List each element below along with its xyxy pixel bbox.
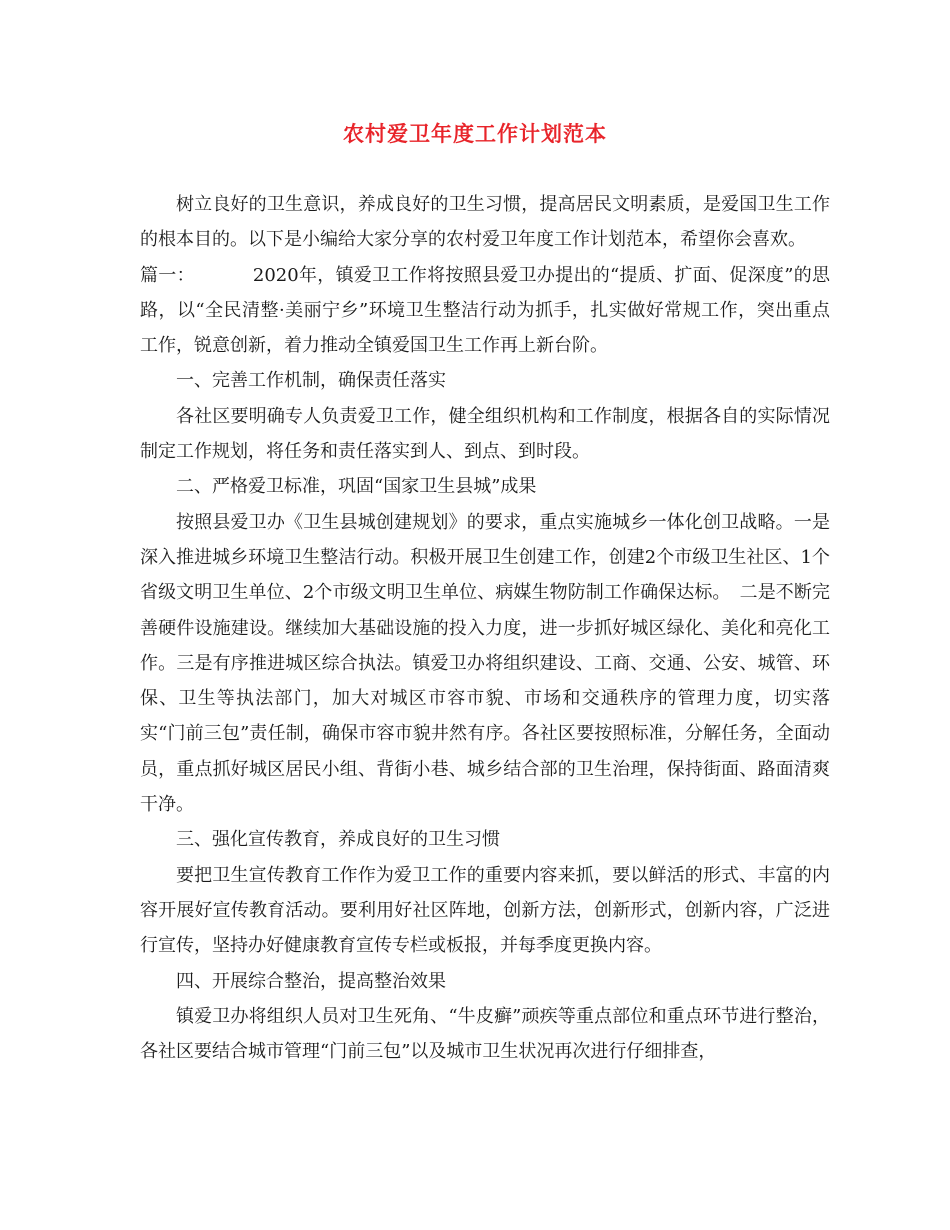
part-one-paragraph <box>140 258 830 364</box>
section-paragraph-1: 各社区要明确专人负责爱卫工作，健全组织机构和工作制度，根据各自的实际情况制定工作规划，将任务和责任落实到人、到点、到时段。 <box>140 405 830 463</box>
section-heading-1: 一、完善工作机制，确保责任落实 <box>176 370 446 392</box>
section-heading-2: 二、严格爱卫标准，巩固“国家卫生县城”成果 <box>176 476 537 498</box>
section-heading-4: 四、开展综合整治，提高整治效果 <box>176 970 446 992</box>
section-paragraph-2: 按照县爱卫办《卫生县城创建规划》的要求，重点实施城乡一体化创卫战略。一是深入推进城乡环境卫生整洁行动。积极开展卫生创建工作，创建2个市级卫生社区、1个省级文明卫生单位、2个市级文明卫生单位、病媒生物防制工作确保达标。 二是不断完善硬件设施建设。继续加大基础设施的投入力度，进一步抓好城区绿化、美化和亮化工作。三是有序推进城区综合执法。镇爱卫办将组织建设、工商、交通、公安、城管、环保、卫生等执法部门，加大对城区市容市貌、市场和交通秩序的管理力度，切实落实“门前三包”责任制，确保市容市貌井然有序。各社区要按照标准，分解任务，全面动员，重点抓好城区居民小组、背街小巷、城乡结合部的卫生治理，保持街面、路面清爽干净。 <box>140 511 830 816</box>
part-one-text: 2020年，镇爱卫工作将按照县爱卫办提出的“提质、扩面、促深度”的思路，以“全民清整·美丽宁乡”环境卫生整洁行动为抓手，扎实做好常规工作，突出重点工作，锐意创新，着力推动全镇爱国卫生工作再上新台阶。 <box>140 264 830 357</box>
document-title: 农村爱卫年度工作计划范本 <box>343 121 607 146</box>
section-paragraph-3: 要把卫生宣传教育工作作为爱卫工作的重要内容来抓，要以鲜活的形式、丰富的内容开展好宣传教育活动。要利用好社区阵地，创新方法，创新形式，创新内容，广泛进行宣传，坚持办好健康教育宣传专栏或板报，并每季度更换内容。 <box>140 864 830 957</box>
section-heading-3: 三、强化宣传教育，养成良好的卫生习惯 <box>176 829 500 851</box>
document-body <box>140 187 830 1069</box>
intro-paragraph: 树立良好的卫生意识，养成良好的卫生习惯，提高居民文明素质，是爱国卫生工作的根本目的。以下是小编给大家分享的农村爱卫年度工作计划范本，希望你会喜欢。 <box>140 194 830 251</box>
part-one-label: 篇一： <box>140 264 195 286</box>
section-paragraph-4: 镇爱卫办将组织人员对卫生死角、“牛皮癣”顽疾等重点部位和重点环节进行整治，各社区要结合城市管理“门前三包”以及城市卫生状况再次进行仔细排查， <box>140 1005 830 1063</box>
